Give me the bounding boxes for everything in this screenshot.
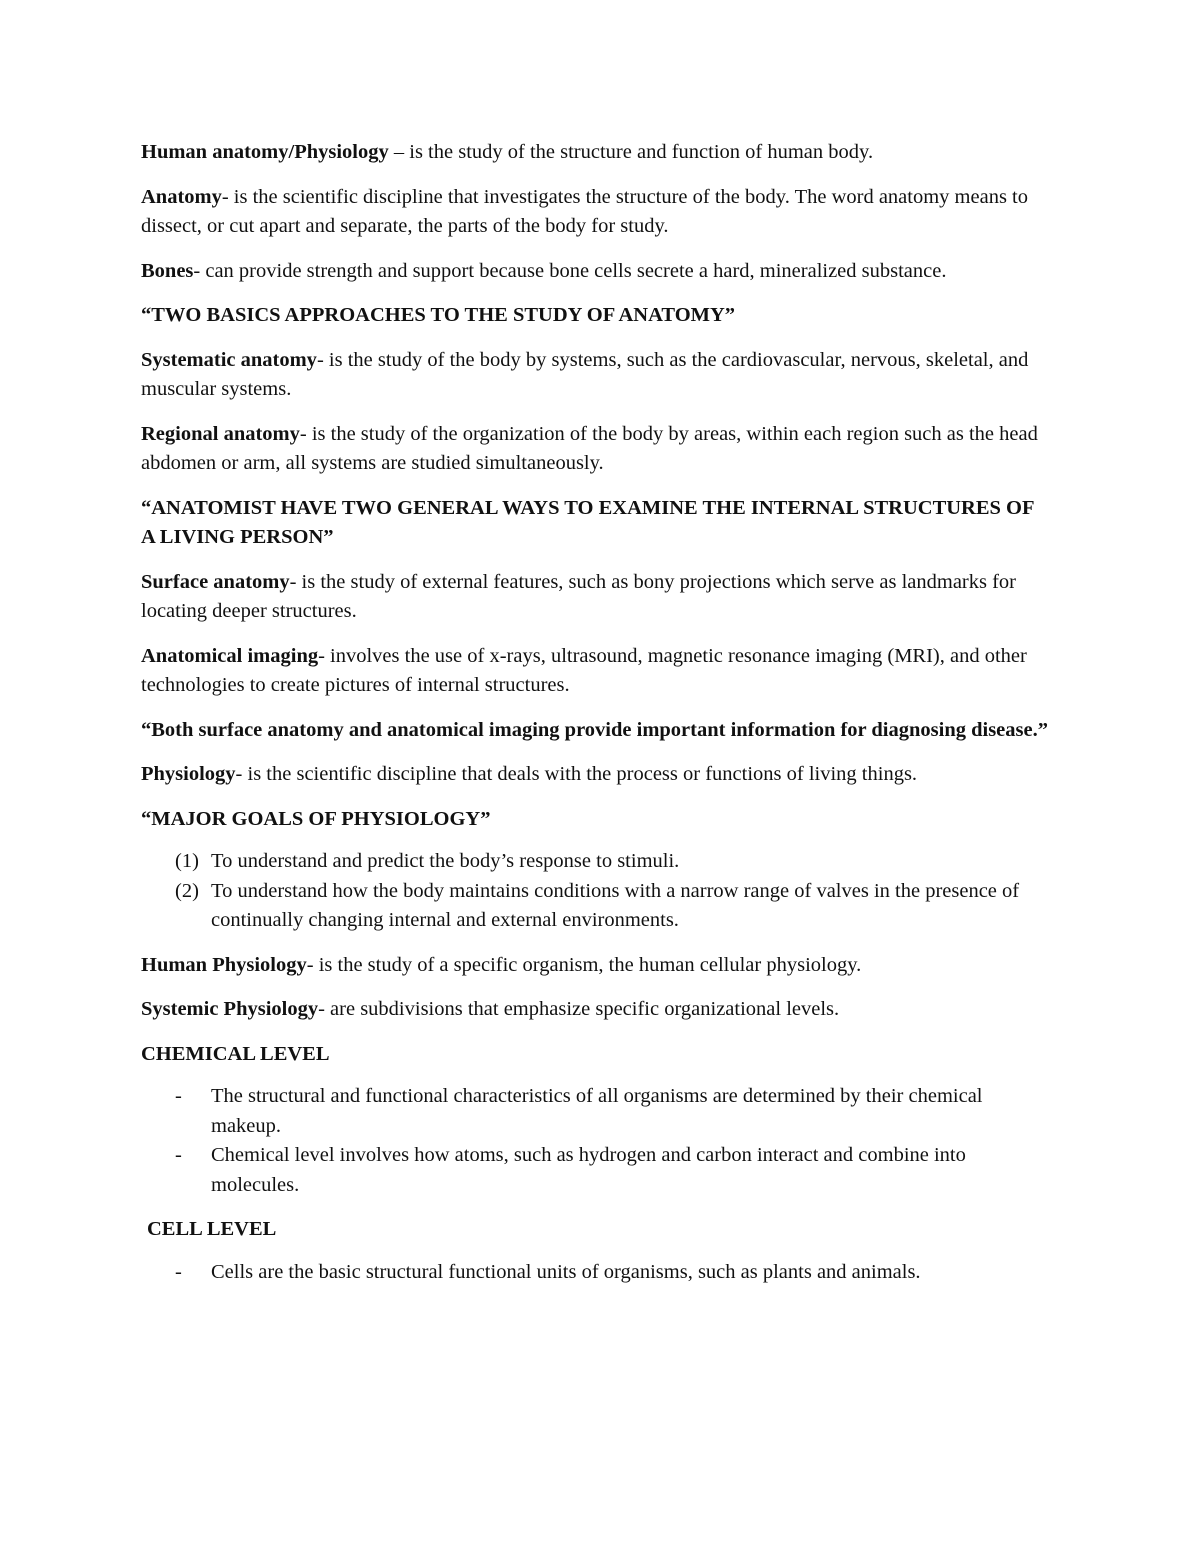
heading-both-surface-anatomy: “Both surface anatomy and anatomical imaging provide important information for diagnosing disease.” xyxy=(141,718,1048,741)
definition-text: – is the study of the structure and function of human body. xyxy=(388,141,874,163)
term: Systematic anatomy xyxy=(141,348,317,371)
term: Surface anatomy xyxy=(141,570,290,593)
heading-cell-level: CELL LEVEL xyxy=(147,1218,277,1240)
term: Human anatomy/Physiology xyxy=(141,141,389,163)
list-number: (1) xyxy=(175,850,199,872)
definition-text: - is the study of the organization of the body by areas, within each region such as the head abdomen or arm, all systems are studied simultaneously. xyxy=(141,422,1038,474)
heading-major-goals: “MAJOR GOALS OF PHYSIOLOGY” xyxy=(141,807,491,830)
definition-human-physiology xyxy=(141,951,1051,981)
definition-surface-anatomy xyxy=(141,568,1051,627)
list-item-text: To understand and predict the body’s response to stimuli. xyxy=(211,850,680,872)
definition-text: - are subdivisions that emphasize specific organizational levels. xyxy=(318,998,840,1020)
chemical-level-list xyxy=(141,1082,1051,1200)
goals-list xyxy=(141,847,1051,936)
list-item-text: Chemical level involves how atoms, such as hydrogen and carbon interact and combine into molecules. xyxy=(211,1144,966,1196)
definition-systematic-anatomy xyxy=(141,346,1051,405)
definition-regional-anatomy xyxy=(141,420,1051,479)
heading-chemical-level: CHEMICAL LEVEL xyxy=(141,1042,330,1065)
heading-two-approaches: “TWO BASICS APPROACHES TO THE STUDY OF ANATOMY” xyxy=(141,304,736,326)
list-item xyxy=(141,877,1051,936)
dash-bullet: - xyxy=(175,1260,182,1283)
definition-text: - is the study of the body by systems, such as the cardiovascular, nervous, skeletal, and muscular systems. xyxy=(141,348,1029,400)
definition-anatomy xyxy=(141,183,1051,242)
term: Bones xyxy=(141,259,194,282)
term: Anatomical imaging xyxy=(141,644,319,667)
definition-physiology xyxy=(141,760,1051,790)
term: Systemic Physiology xyxy=(141,998,319,1020)
definition-text: - is the scientific discipline that deals with the process or functions of living things. xyxy=(235,763,918,785)
definition-text: - involves the use of x-rays, ultrasound, magnetic resonance imaging (MRI), and other technologies to create pictures of internal structures. xyxy=(141,644,1027,696)
list-item xyxy=(141,847,1051,877)
term: Anatomy xyxy=(141,185,222,208)
term: Physiology xyxy=(141,763,236,785)
dash-bullet: - xyxy=(175,1085,182,1107)
list-item xyxy=(141,1141,1051,1200)
term: Regional anatomy xyxy=(141,422,300,445)
list-item xyxy=(141,1258,1051,1288)
definition-systemic-physiology xyxy=(141,995,1051,1025)
definition-text: - is the scientific discipline that investigates the structure of the body. The word anatomy means to dissect, or cut apart and separate, the parts of the body for study. xyxy=(141,185,1028,237)
heading-two-general-ways: “ANATOMIST HAVE TWO GENERAL WAYS TO EXAMINE THE INTERNAL STRUCTURES OF A LIVING PERSON” xyxy=(141,496,1034,548)
definition-human-anatomy-physiology xyxy=(141,138,1051,168)
definition-text: - is the study of a specific organism, the human cellular physiology. xyxy=(306,953,862,976)
definition-text: - can provide strength and support because bone cells secrete a hard, mineralized substance. xyxy=(193,259,947,282)
list-item-text: To understand how the body maintains conditions with a narrow range of valves in the presence of continually changing internal and external environments. xyxy=(211,879,1020,931)
definition-bones xyxy=(141,257,1051,287)
list-number: (2) xyxy=(175,879,199,902)
document-page xyxy=(141,138,1051,1302)
definition-text: - is the study of external features, such as bony projections which serve as landmarks for locating deeper structures. xyxy=(141,570,1017,622)
term: Human Physiology xyxy=(141,953,307,976)
list-item-text: The structural and functional characteristics of all organisms are determined by their chemical makeup. xyxy=(211,1085,983,1137)
dash-bullet: - xyxy=(175,1144,182,1166)
list-item-text: Cells are the basic structural functional units of organisms, such as plants and animals. xyxy=(211,1260,921,1283)
definition-anatomical-imaging xyxy=(141,642,1051,701)
list-item xyxy=(141,1082,1051,1141)
cell-level-list xyxy=(141,1258,1051,1288)
